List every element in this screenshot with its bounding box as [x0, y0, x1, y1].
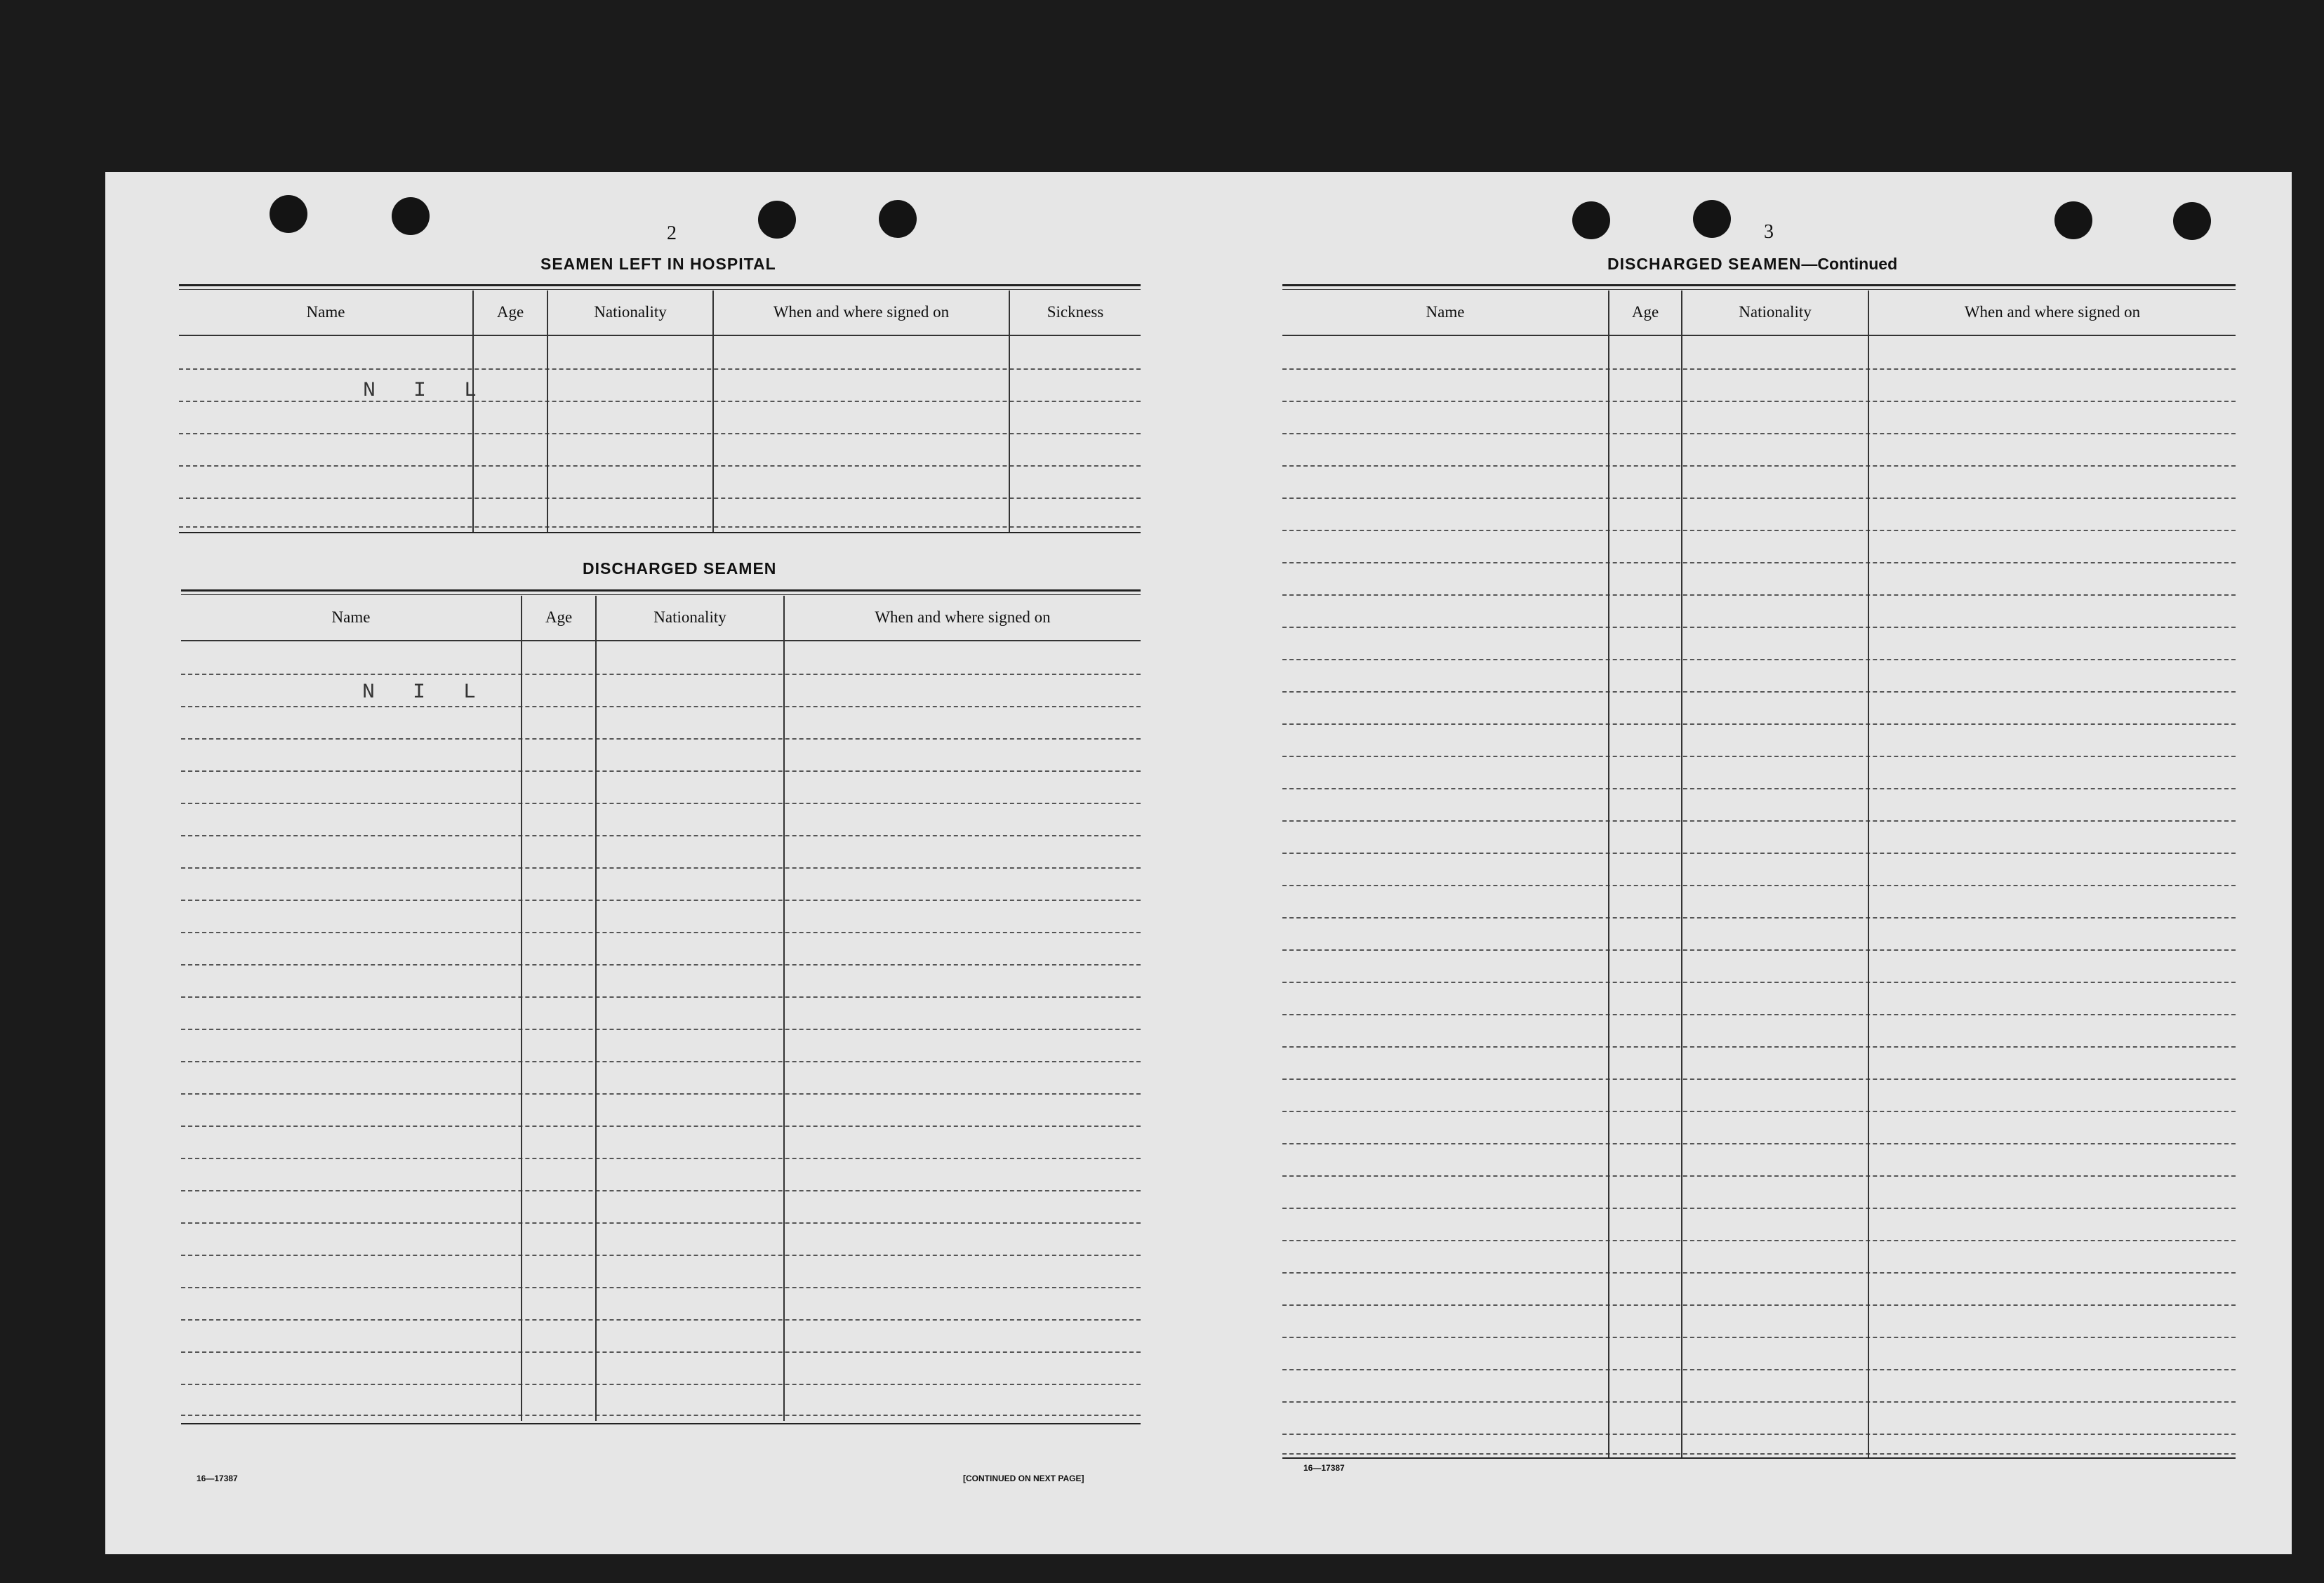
discharged-entry-nil: N I L	[362, 681, 489, 704]
col-header-age: Age	[1631, 303, 1659, 321]
discharged-continued-title	[1607, 255, 1897, 274]
col-header-nationality: Nationality	[594, 303, 667, 321]
punch-hole	[2173, 202, 2211, 240]
col-header-signed-on: When and where signed on	[1964, 303, 2141, 321]
col-header-sickness: Sickness	[1047, 303, 1104, 321]
continued-note: [CONTINUED ON NEXT PAGE]	[963, 1474, 1084, 1483]
punch-hole	[1572, 201, 1610, 239]
col-header-age: Age	[496, 303, 524, 321]
hospital-section-title: SEAMEN LEFT IN HOSPITAL	[540, 255, 776, 273]
punch-hole	[392, 197, 430, 235]
document-sheet	[105, 172, 2292, 1554]
col-header-nationality: Nationality	[653, 608, 726, 626]
punch-hole	[879, 200, 917, 238]
col-header-nationality: Nationality	[1739, 303, 1812, 321]
discharged-table-right	[1282, 284, 2236, 1491]
form-number-left: 16—17387	[197, 1474, 238, 1483]
col-header-signed-on: When and where signed on	[773, 303, 950, 321]
discharged-section-title: DISCHARGED SEAMEN	[583, 559, 777, 577]
page-number-left: 2	[667, 222, 677, 244]
col-header-name: Name	[1426, 303, 1465, 321]
punch-hole	[1693, 200, 1731, 238]
continued-suffix: —Continued	[1801, 255, 1898, 273]
punch-hole	[758, 201, 796, 239]
col-header-name: Name	[306, 303, 345, 321]
discharged-continued-title-main: DISCHARGED SEAMEN	[1607, 255, 1802, 273]
col-header-signed-on: When and where signed on	[875, 608, 1051, 626]
col-header-name: Name	[331, 608, 371, 626]
discharged-table-left	[181, 589, 1141, 1467]
punch-hole	[2054, 201, 2092, 239]
col-header-age: Age	[545, 608, 573, 626]
form-number-right: 16—17387	[1303, 1463, 1345, 1473]
punch-hole	[270, 195, 307, 233]
hospital-entry-nil: N I L	[363, 379, 490, 403]
page-number-right: 3	[1764, 221, 1774, 243]
